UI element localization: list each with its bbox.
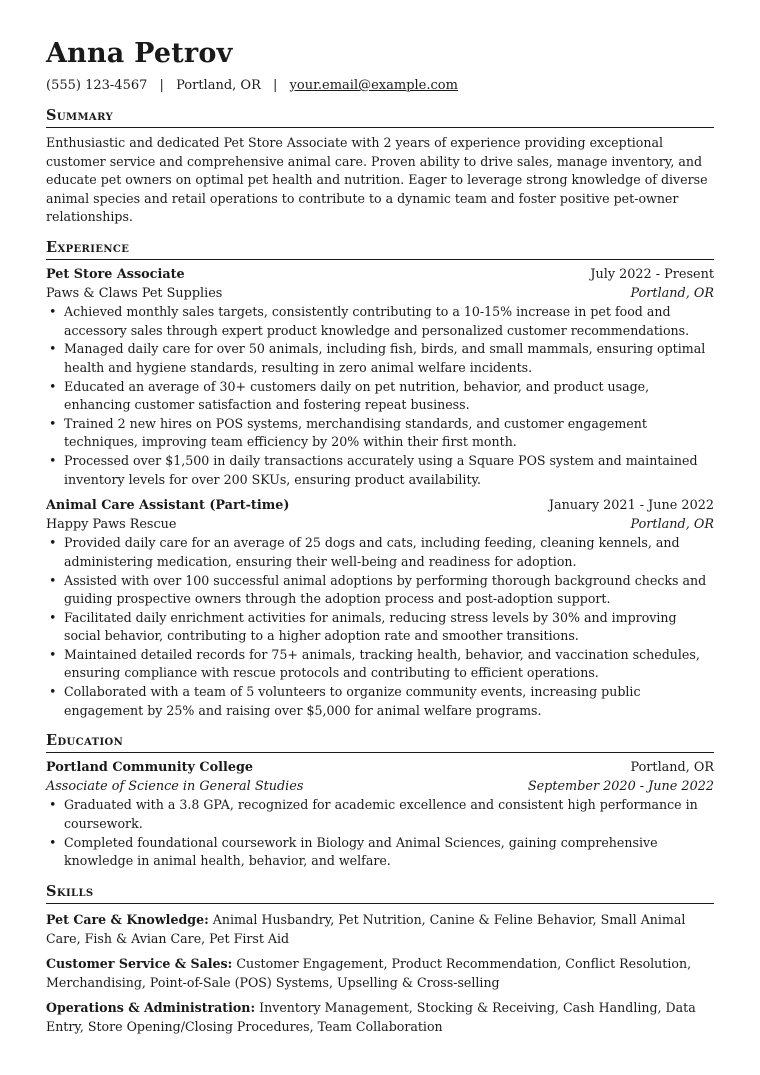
job-company: Happy Paws Rescue xyxy=(46,516,177,532)
section-title-experience: Experience xyxy=(46,239,714,260)
bullet-item: • Educated an average of 30+ customers daily on pet nutrition, behavior, and product usage, enhancing customer satisfaction and fostering repeat business. xyxy=(64,378,714,415)
job-bullets xyxy=(46,303,714,489)
job-role: Pet Store Associate xyxy=(46,267,185,283)
skill-category: Customer Service & Sales: xyxy=(46,955,233,971)
bullet-item: • Trained 2 new hires on POS systems, merchandising standards, and customer engagement techniques, improving team efficiency by 20% within their first month. xyxy=(64,415,714,452)
email-link[interactable]: your.email@example.com xyxy=(289,78,458,94)
bullet-item: • Achieved monthly sales targets, consistently contributing to a 10-15% increase in pet food and accessory sales through expert product knowledge and personalized customer recommendations. xyxy=(64,303,714,340)
job-location: Portland, OR xyxy=(630,516,714,532)
contact-line xyxy=(46,77,714,95)
bullet-item: • Collaborated with a team of 5 volunteers to organize community events, increasing public engagement by 25% and raising over $5,000 for animal welfare programs. xyxy=(64,683,714,720)
job-bullets xyxy=(46,534,714,720)
job-dates: January 2021 - June 2022 xyxy=(548,498,714,514)
job-role: Animal Care Assistant (Part-time) xyxy=(46,498,290,514)
skill-category: Pet Care & Knowledge: xyxy=(46,911,209,927)
education-entry xyxy=(46,759,714,871)
skill-list: Customer Engagement, Product Recommendation, Conflict Resolution, Merchandising, Point-of-Sale (POS) Systems, Upselling & Cross-selling xyxy=(46,955,692,990)
bullet-item: • Completed foundational coursework in Biology and Animal Sciences, gaining comprehensive knowledge in animal health, behavior, and welfare. xyxy=(64,834,714,871)
summary-text: Enthusiastic and dedicated Pet Store Associate with 2 years of experience providing exceptional customer service and comprehensive animal care. Proven ability to drive sales, manage inventory, and educate pet owners on optimal pet health and nutrition. Eager to leverage strong knowledge of diverse animal species and retail operations to contribute to a dynamic team and foster positive pet-owner relationships. xyxy=(46,135,708,225)
candidate-name: Anna Petrov xyxy=(46,38,233,69)
skill-list: Animal Husbandry, Pet Nutrition, Canine & Feline Behavior, Small Animal Care, Fish & Avian Care, Pet First Aid xyxy=(46,911,686,946)
education-bullets xyxy=(46,796,714,870)
job-header xyxy=(46,266,714,285)
school-location: Portland, OR xyxy=(630,760,714,776)
job-header xyxy=(46,497,714,516)
school-name: Portland Community College xyxy=(46,760,254,776)
education-subheader xyxy=(46,778,714,797)
bullet-item: • Processed over $1,500 in daily transactions accurately using a Square POS system and maintained inventory levels for over 200 SKUs, ensuring product availability. xyxy=(64,452,714,489)
skill-list: Inventory Management, Stocking & Receiving, Cash Handling, Data Entry, Store Opening/Closing Procedures, Team Collaboration xyxy=(46,999,696,1034)
section-title-education: Education xyxy=(46,732,714,753)
location: Portland, OR xyxy=(176,78,261,94)
contact-separator: | xyxy=(159,78,164,94)
job-company: Paws & Claws Pet Supplies xyxy=(46,285,223,301)
section-title-skills: Skills xyxy=(46,883,714,904)
job-subheader xyxy=(46,285,714,304)
job-subheader xyxy=(46,516,714,535)
bullet-item: • Assisted with over 100 successful animal adoptions by performing thorough background checks and guiding prospective owners through the adoption process and post-adoption support. xyxy=(64,572,714,609)
skill-category: Operations & Administration: xyxy=(46,999,256,1015)
bullet-item: • Facilitated daily enrichment activities for animals, reducing stress levels by 30% and improving social behavior, contributing to a higher adoption rate and smoother transitions. xyxy=(64,609,714,646)
job-entry xyxy=(46,266,714,489)
job-location: Portland, OR xyxy=(630,285,714,301)
education-header xyxy=(46,759,714,778)
job-entry xyxy=(46,497,714,720)
education-dates: September 2020 - June 2022 xyxy=(527,778,714,794)
bullet-item: • Maintained detailed records for 75+ animals, tracking health, behavior, and vaccination schedules, ensuring compliance with rescue protocols and contributing to efficient operations. xyxy=(64,646,714,683)
skill-line xyxy=(46,954,714,992)
skill-line xyxy=(46,998,714,1036)
skill-line xyxy=(46,910,714,948)
job-dates: July 2022 - Present xyxy=(590,267,714,283)
contact-separator: | xyxy=(273,78,278,94)
degree: Associate of Science in General Studies xyxy=(46,778,304,794)
bullet-item: • Managed daily care for over 50 animals, including fish, birds, and small mammals, ensuring optimal health and hygiene standards, resulting in zero animal welfare incidents. xyxy=(64,340,714,377)
section-title-summary: Summary xyxy=(46,107,714,128)
bullet-item: • Graduated with a 3.8 GPA, recognized for academic excellence and consistent high performance in coursework. xyxy=(64,796,714,833)
phone-number: (555) 123-4567 xyxy=(46,78,148,94)
bullet-item: • Provided daily care for an average of 25 dogs and cats, including feeding, cleaning kennels, and administering medication, ensuring their well-being and readiness for adoption. xyxy=(64,534,714,571)
